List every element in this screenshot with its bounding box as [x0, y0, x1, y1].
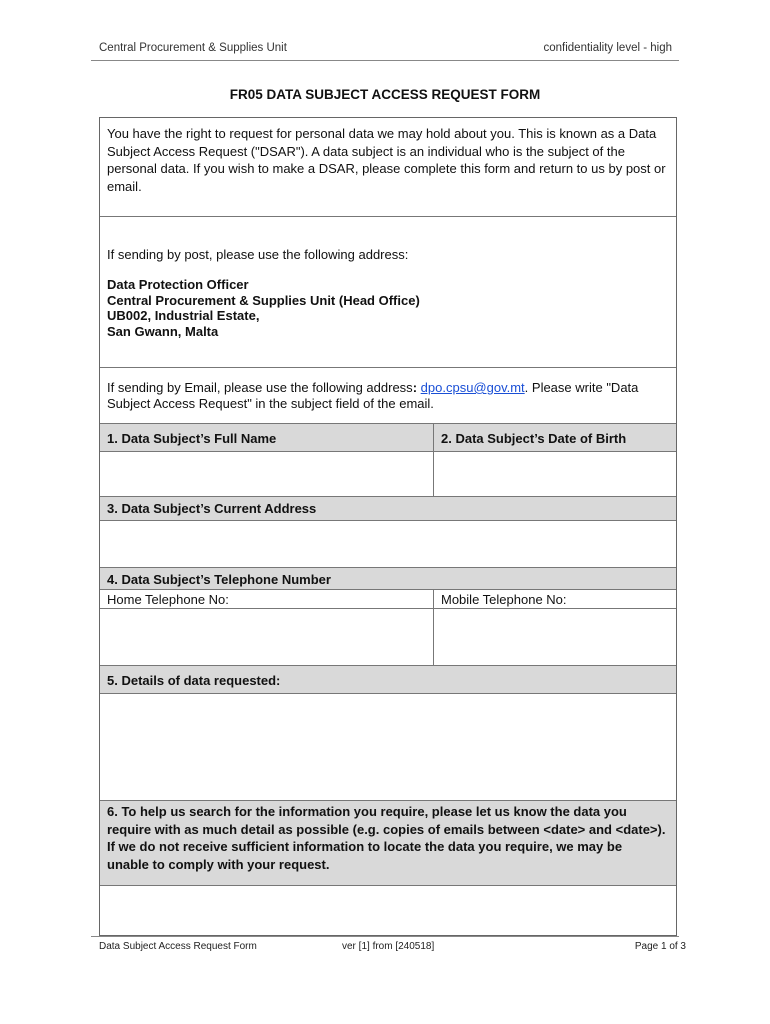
full-name-label: 1. Data Subject’s Full Name: [107, 431, 277, 446]
intro-text: You have the right to request for personal data we may hold about you. This is known as a Data Subject Access Request ("DSAR"). A data subject is an individual who is the subject of the personal data. If you wish to make a DSAR, please complete this form and return to us by post or email.: [107, 126, 666, 194]
telephone-label: 4. Data Subject’s Telephone Number: [107, 572, 331, 587]
post-lead: If sending by post, please use the following address:: [107, 247, 409, 262]
post-address: [107, 277, 669, 339]
details-field[interactable]: [100, 694, 676, 800]
address-line: San Gwann, Malta: [107, 323, 219, 339]
address-line: Data Protection Officer: [107, 277, 249, 292]
footer-form-name: Data Subject Access Request Form: [99, 941, 257, 952]
email-cell: [107, 380, 669, 412]
help-text: 6. To help us search for the information you require, please let us know the data you require with as much detail as possible (e.g. copies of emails between <date> and <date>). If we do not receive sufficient information to locate the data you require, we may be unable to comply with your request.: [107, 804, 666, 872]
email-lead: If sending by Email, please use the following address: [107, 380, 413, 395]
mobile-tel-field[interactable]: [434, 609, 676, 665]
footer-version: ver [1] from [240518]: [342, 941, 435, 952]
email-instructions: . Please write "Data Subject Access Request" in the subject field of the email.: [107, 380, 639, 411]
header-unit-name: Central Procurement & Supplies Unit: [99, 42, 287, 54]
divider: [100, 367, 676, 368]
page-title: FR05 DATA SUBJECT ACCESS REQUEST FORM: [229, 87, 541, 102]
dsar-form: [99, 117, 677, 936]
full-name-field[interactable]: [100, 452, 433, 496]
help-field[interactable]: [100, 886, 676, 935]
intro-cell: [107, 125, 669, 195]
header-confidentiality: confidentiality level - high: [543, 42, 672, 54]
address-field[interactable]: [100, 521, 676, 567]
divider: [100, 216, 676, 217]
footer-divider: [91, 936, 679, 937]
address-line: Central Procurement & Supplies Unit (Head Office): [107, 292, 420, 308]
dob-field[interactable]: [434, 452, 676, 496]
address-label: 3. Data Subject’s Current Address: [107, 501, 317, 516]
details-label: 5. Details of data requested:: [107, 673, 281, 688]
mobile-tel-label: Mobile Telephone No:: [441, 592, 567, 607]
address-line: UB002, Industrial Estate,: [107, 308, 260, 323]
divider: [100, 423, 676, 424]
dpo-email-link[interactable]: dpo.cpsu@gov.mt: [420, 380, 525, 395]
footer-page-number: Page 1 of 3: [634, 941, 686, 952]
dob-label: 2. Data Subject’s Date of Birth: [441, 431, 627, 446]
email-colon: :: [412, 380, 418, 395]
home-tel-field[interactable]: [100, 609, 433, 665]
home-tel-label: Home Telephone No:: [107, 592, 229, 607]
header-divider: [91, 60, 679, 61]
divider: [100, 589, 676, 590]
